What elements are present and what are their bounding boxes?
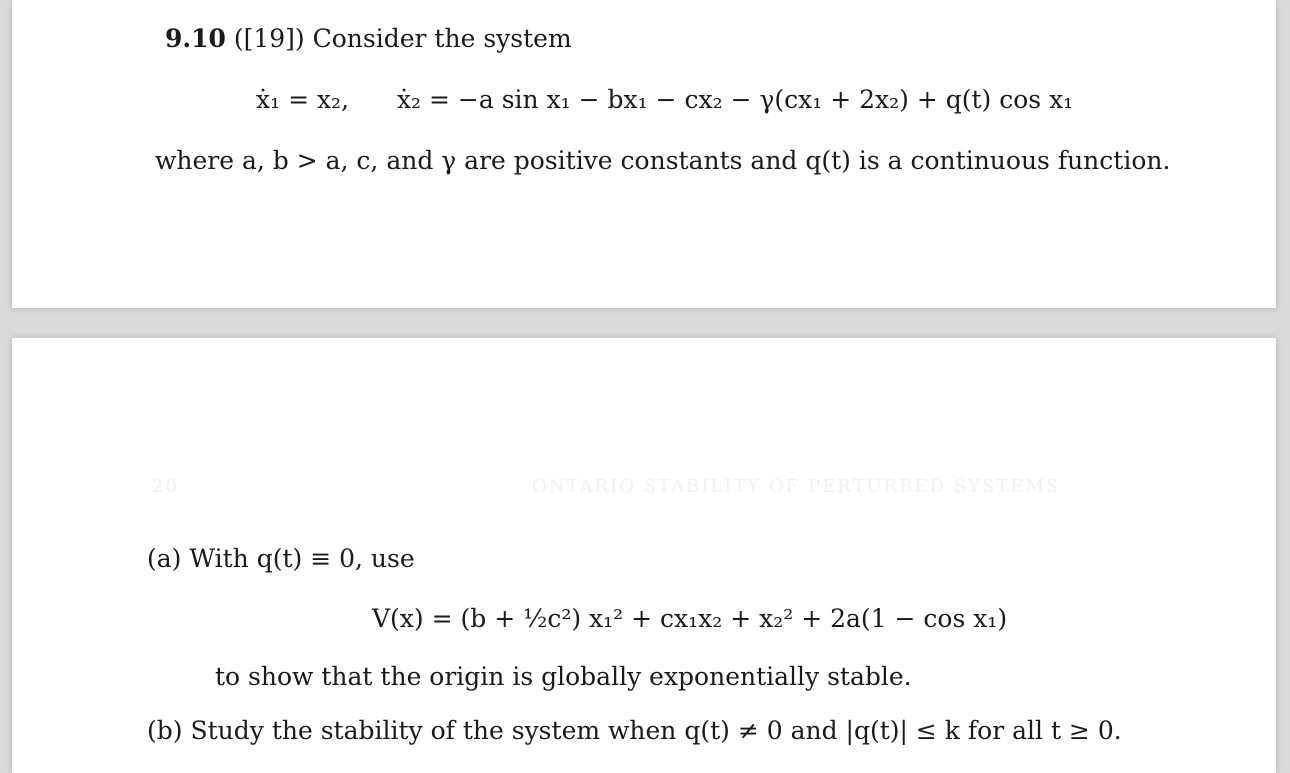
bleed-through-right: ONTARIO STABILITY OF PERTURBED SYSTEMS: [532, 476, 1061, 497]
bleed-through-left: 20: [152, 476, 179, 497]
part-a-text: With q(t) ≡ 0, use: [189, 544, 415, 573]
equation-1: ẋ₁ = x₂,: [256, 85, 350, 114]
problem-reference: ([19]): [233, 24, 305, 53]
problem-number: 9.10: [165, 24, 226, 53]
equation-2: ẋ₂ = −a sin x₁ − bx₁ − cx₂ − γ(cx₁ + 2x₂) + q(t) cos x₁: [396, 85, 1074, 114]
problem-heading: [165, 23, 572, 55]
part-a-conclusion: to show that the origin is globally exponentially stable.: [215, 662, 912, 691]
problem-intro: Consider the system: [312, 24, 572, 53]
part-b-text: Study the stability of the system when q(t) ≠ 0 and |q(t)| ≤ k for all t ≥ 0.: [190, 716, 1122, 745]
part-b-label: (b): [147, 716, 183, 745]
part-b-heading: [147, 715, 1122, 747]
part-a-label: (a): [147, 544, 182, 573]
system-equations: [256, 84, 1073, 116]
part-a-heading: [147, 543, 415, 575]
lyapunov-formula: V(x) = (b + ½c²) x₁² + cx₁x₂ + x₂² + 2a(1 − cos x₁): [372, 604, 1008, 633]
page-bottom: [12, 338, 1276, 773]
where-clause: where a, b > a, c, and γ are positive constants and q(t) is a continuous function.: [155, 146, 1171, 175]
page-top: [12, 0, 1276, 308]
